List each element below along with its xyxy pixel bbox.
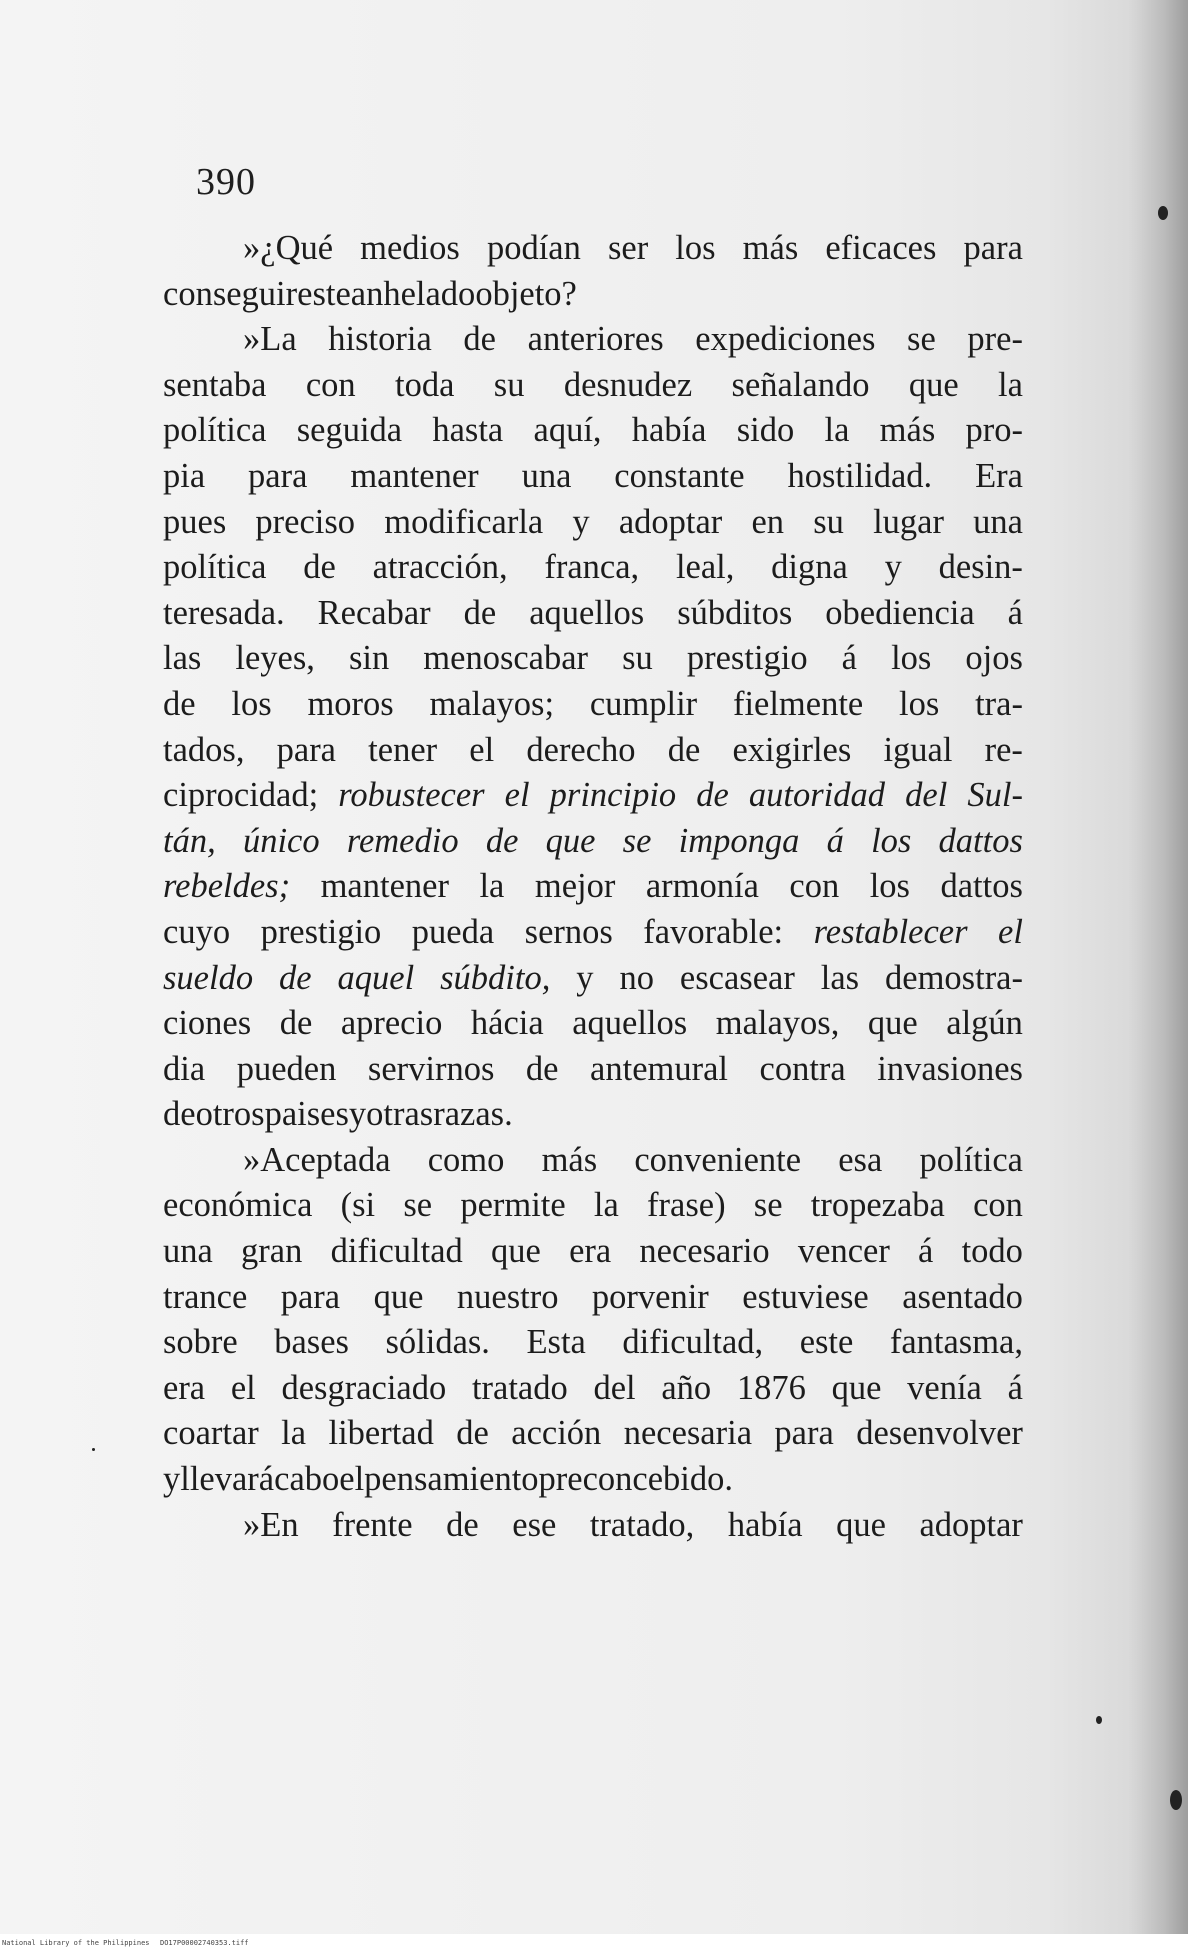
word: dia	[163, 1049, 206, 1088]
word: algún	[946, 1004, 1023, 1043]
word: mejor	[534, 867, 616, 906]
word: desin-	[938, 548, 1023, 587]
word: dattos	[938, 821, 1023, 860]
word: para	[963, 229, 1023, 267]
word: pro-	[965, 411, 1023, 450]
word: cuyo	[163, 912, 231, 951]
word: lugar	[873, 502, 944, 541]
text-line	[163, 317, 1023, 363]
word: escasear	[679, 958, 795, 997]
text-line	[163, 1457, 1023, 1503]
word: ojos	[965, 639, 1023, 678]
word: contra	[759, 1049, 846, 1088]
library-credit: National Library of the Philippines	[2, 1939, 150, 1947]
word: tratado	[471, 1368, 568, 1407]
word: el	[339, 1460, 365, 1499]
word: frase)	[647, 1186, 726, 1225]
word: remedio	[346, 821, 459, 860]
word: señalando	[731, 365, 870, 404]
word: permite	[460, 1186, 566, 1225]
word: se	[622, 821, 652, 860]
word: cabo	[274, 1460, 340, 1499]
word: aquellos	[572, 1004, 688, 1043]
word: el	[998, 912, 1023, 951]
text-line	[163, 1001, 1023, 1047]
word: mantener	[320, 867, 449, 906]
word: cumplir	[589, 684, 698, 723]
word: pia	[163, 456, 206, 495]
word: único	[242, 821, 320, 860]
word: el	[230, 1368, 256, 1407]
word: la	[824, 411, 850, 450]
text-line	[163, 773, 1023, 819]
word: que	[491, 1232, 541, 1271]
text-line	[163, 1183, 1023, 1229]
word: tra-	[975, 684, 1023, 723]
word: exigirles	[732, 730, 852, 769]
word: á	[841, 639, 857, 678]
word: conseguir	[163, 274, 298, 313]
word: acción	[511, 1414, 602, 1453]
word: que	[373, 1277, 424, 1316]
word: aquel	[337, 958, 415, 997]
scan-footer	[0, 1936, 1188, 1950]
word: paises	[264, 1095, 349, 1134]
word: á	[918, 1232, 934, 1271]
word: más	[742, 229, 799, 267]
text-line	[163, 636, 1023, 682]
word: de	[279, 1004, 313, 1043]
word: la	[479, 867, 505, 906]
word: obediencia	[825, 593, 975, 632]
word: sin	[348, 639, 390, 678]
word: leyes,	[235, 639, 315, 678]
word: más	[879, 411, 936, 450]
word: de	[303, 548, 336, 587]
word: 1876	[736, 1368, 806, 1407]
text-line	[163, 454, 1023, 500]
word: de	[667, 730, 701, 769]
word: rebeldes;	[163, 867, 291, 906]
word: del	[593, 1368, 636, 1407]
word: nuestro	[456, 1277, 559, 1316]
word: había	[727, 1505, 803, 1544]
word: malayos;	[429, 684, 555, 723]
word: política	[163, 548, 267, 587]
word: y	[572, 502, 590, 541]
word: ciones	[163, 1004, 252, 1043]
text-line	[163, 545, 1023, 591]
word: venía	[907, 1368, 982, 1407]
word: la	[998, 365, 1023, 404]
word: de	[696, 776, 729, 815]
word: á	[1007, 1368, 1023, 1407]
text-line	[163, 819, 1023, 865]
word: los	[231, 684, 272, 723]
word: mantener	[350, 456, 479, 495]
text-line	[163, 1320, 1023, 1366]
word: tán,	[163, 821, 216, 860]
ink-speck	[1170, 1790, 1182, 1810]
word: sentaba	[163, 365, 267, 404]
word: servirnos	[367, 1049, 495, 1088]
ink-speck	[1158, 206, 1168, 220]
page-number: 390	[196, 161, 256, 203]
word: expediciones	[695, 320, 876, 359]
text-line	[163, 910, 1023, 956]
word: súbdito,	[440, 958, 551, 997]
word: el	[504, 776, 530, 815]
word: que	[908, 365, 959, 404]
word: coartar	[163, 1414, 259, 1453]
word: menoscabar	[423, 639, 589, 678]
word: para	[280, 1277, 341, 1316]
word: de	[525, 1049, 559, 1088]
word: llevar	[180, 1460, 259, 1499]
word: necesaria	[623, 1414, 753, 1453]
text-line	[163, 682, 1023, 728]
word: pre-	[967, 320, 1023, 359]
file-name: DO17P00002740353.tiff	[160, 1939, 249, 1947]
word: fantasma,	[889, 1323, 1023, 1362]
word: principio	[549, 776, 677, 815]
word: igual	[883, 730, 953, 769]
word: antemural	[590, 1049, 728, 1088]
word: y	[348, 1095, 367, 1134]
word: prestigio	[686, 639, 808, 678]
word: Sul-	[967, 776, 1023, 815]
word: pueden	[236, 1049, 337, 1088]
word: el	[469, 730, 495, 769]
word: autoridad	[748, 776, 886, 815]
word: porvenir	[591, 1277, 709, 1316]
word: ciprocidad;	[163, 776, 319, 815]
word: este	[799, 1323, 854, 1362]
word: súbditos	[677, 593, 793, 632]
text-line	[163, 500, 1023, 546]
text-line	[163, 363, 1023, 409]
word: era	[163, 1368, 206, 1407]
word: sobre	[163, 1323, 238, 1362]
word: imponga	[678, 821, 800, 860]
word: había	[631, 411, 707, 450]
word: anteriores	[527, 320, 664, 359]
body-text	[163, 226, 1023, 1548]
word: Esta	[526, 1323, 586, 1362]
word: constante	[614, 456, 745, 495]
word: todo	[961, 1232, 1023, 1271]
word: de	[463, 320, 496, 359]
word: eficaces	[825, 229, 937, 267]
word: sernos	[524, 912, 613, 951]
word: más	[541, 1140, 598, 1179]
text-line	[163, 272, 1023, 318]
word: teresada.	[163, 593, 285, 632]
word: de	[456, 1414, 489, 1453]
word: tropezaba	[810, 1186, 945, 1225]
word: necesario	[639, 1232, 770, 1271]
word: objeto?	[475, 274, 577, 313]
word: »Aceptada	[243, 1140, 391, 1179]
word: atracción,	[372, 548, 508, 587]
word: desnudez	[563, 365, 693, 404]
word: que	[836, 1505, 886, 1544]
word: armonía	[645, 867, 759, 906]
text-line	[163, 1047, 1023, 1093]
word: con	[789, 867, 840, 906]
word: de	[163, 684, 196, 723]
word: (si	[340, 1186, 376, 1225]
ink-speck	[1096, 1716, 1102, 1724]
word: dificultad	[330, 1232, 463, 1271]
word: ser	[607, 229, 649, 267]
word: que	[867, 1004, 918, 1043]
word: era	[569, 1232, 612, 1271]
word: dattos	[940, 867, 1023, 906]
word: una	[163, 1232, 213, 1271]
word: »En	[243, 1505, 299, 1544]
word: se	[907, 320, 936, 359]
word: hácia	[470, 1004, 544, 1043]
word: fielmente	[732, 684, 864, 723]
word: las	[820, 958, 860, 997]
word: pensamiento	[364, 1460, 539, 1499]
word: para	[276, 730, 336, 769]
word: no	[619, 958, 654, 997]
word: sueldo	[163, 958, 254, 997]
word: dificultad,	[622, 1323, 764, 1362]
word: estuviese	[742, 1277, 869, 1316]
word: Era	[975, 456, 1023, 495]
word: razas.	[433, 1095, 513, 1134]
word: como	[427, 1140, 505, 1179]
word: una	[973, 502, 1023, 541]
word: trance	[163, 1277, 248, 1316]
word: moros	[307, 684, 394, 723]
word: que	[831, 1368, 882, 1407]
word: á	[258, 1460, 275, 1499]
word: podían	[486, 229, 581, 267]
word: re-	[984, 730, 1023, 769]
text-line	[163, 728, 1023, 774]
ink-speck	[92, 1448, 95, 1451]
word: otras	[366, 1095, 434, 1134]
word: franca,	[544, 548, 640, 587]
word: adoptar	[618, 502, 723, 541]
word: tados,	[163, 730, 245, 769]
word: malayos,	[715, 1004, 840, 1043]
word: digna	[771, 548, 848, 587]
word: leal,	[675, 548, 735, 587]
word: política	[163, 411, 267, 450]
word: desenvolver	[856, 1414, 1023, 1453]
word: se	[403, 1186, 433, 1225]
page-edge-shadow	[1128, 0, 1188, 1934]
word: »La	[243, 320, 297, 359]
word: aquí,	[533, 411, 602, 450]
word: »¿Qué	[243, 229, 334, 267]
word: y	[163, 1460, 181, 1499]
word: su	[493, 365, 525, 404]
word: tratado,	[589, 1505, 695, 1544]
word: los	[675, 229, 716, 267]
word: gran	[241, 1232, 303, 1271]
word: bases	[274, 1323, 349, 1362]
word: preciso	[255, 502, 356, 541]
word: aprecio	[340, 1004, 443, 1043]
word: anhelado	[350, 274, 476, 313]
text-line	[163, 1411, 1023, 1457]
text-line	[163, 1275, 1023, 1321]
word: sido	[736, 411, 795, 450]
word: económica	[163, 1186, 313, 1225]
word: para	[774, 1414, 834, 1453]
text-line	[163, 1503, 1023, 1549]
word: frente	[332, 1505, 413, 1544]
word: que	[545, 821, 596, 860]
word: de	[446, 1505, 479, 1544]
word: su	[622, 639, 653, 678]
word: ese	[512, 1505, 557, 1544]
word: robustecer	[338, 776, 485, 815]
word: los	[869, 867, 910, 906]
word: invasiones	[877, 1049, 1023, 1088]
word: seguida	[296, 411, 403, 450]
word: la	[593, 1186, 619, 1225]
word: prestigio	[260, 912, 382, 951]
word: hasta	[432, 411, 504, 450]
text-line	[163, 956, 1023, 1002]
text-line	[163, 1229, 1023, 1275]
word: historia	[328, 320, 432, 359]
word: en	[751, 502, 785, 541]
word: los	[891, 639, 932, 678]
word: pues	[163, 502, 227, 541]
word: de	[279, 958, 312, 997]
word: aquellos	[529, 593, 645, 632]
word: con	[973, 1186, 1023, 1225]
text-line	[163, 1138, 1023, 1184]
word: año	[661, 1368, 712, 1407]
word: á	[826, 821, 844, 860]
word: su	[813, 502, 844, 541]
word: demostra-	[885, 958, 1023, 997]
word: vencer	[797, 1232, 890, 1271]
word: otros	[195, 1095, 265, 1134]
text-line	[163, 1092, 1023, 1138]
word: medios	[360, 229, 460, 267]
word: los	[899, 684, 940, 723]
text-line	[163, 864, 1023, 910]
text-line	[163, 591, 1023, 637]
word: modificarla	[384, 502, 544, 541]
word: con	[305, 365, 356, 404]
word: se	[753, 1186, 783, 1225]
word: y	[884, 548, 902, 587]
word: conveniente	[634, 1140, 802, 1179]
word: sólidas.	[385, 1323, 490, 1362]
word: restablecer	[813, 912, 968, 951]
word: tener	[368, 730, 438, 769]
word: del	[905, 776, 948, 815]
word: desgraciado	[281, 1368, 447, 1407]
word: de	[163, 1095, 196, 1134]
word: para	[248, 456, 308, 495]
text-line	[163, 1366, 1023, 1412]
word: las	[163, 639, 202, 678]
word: los	[871, 821, 912, 860]
word: una	[521, 456, 572, 495]
word: Recabar	[317, 593, 431, 632]
word: derecho	[526, 730, 636, 769]
word: preconcebido.	[538, 1460, 733, 1499]
word: libertad	[328, 1414, 434, 1453]
word: hostilidad.	[787, 456, 933, 495]
word: asentado	[902, 1277, 1023, 1316]
word: y	[576, 958, 594, 997]
word: adoptar	[919, 1505, 1023, 1544]
word: á	[1007, 593, 1023, 632]
word: de	[485, 821, 519, 860]
word: de	[463, 593, 497, 632]
word: este	[297, 274, 351, 313]
word: política	[919, 1140, 1023, 1179]
word: la	[281, 1414, 307, 1453]
word: favorable:	[643, 912, 784, 951]
text-line	[163, 226, 1023, 272]
word: pueda	[411, 912, 495, 951]
word: toda	[395, 365, 455, 404]
text-line	[163, 408, 1023, 454]
word: esa	[838, 1140, 883, 1179]
